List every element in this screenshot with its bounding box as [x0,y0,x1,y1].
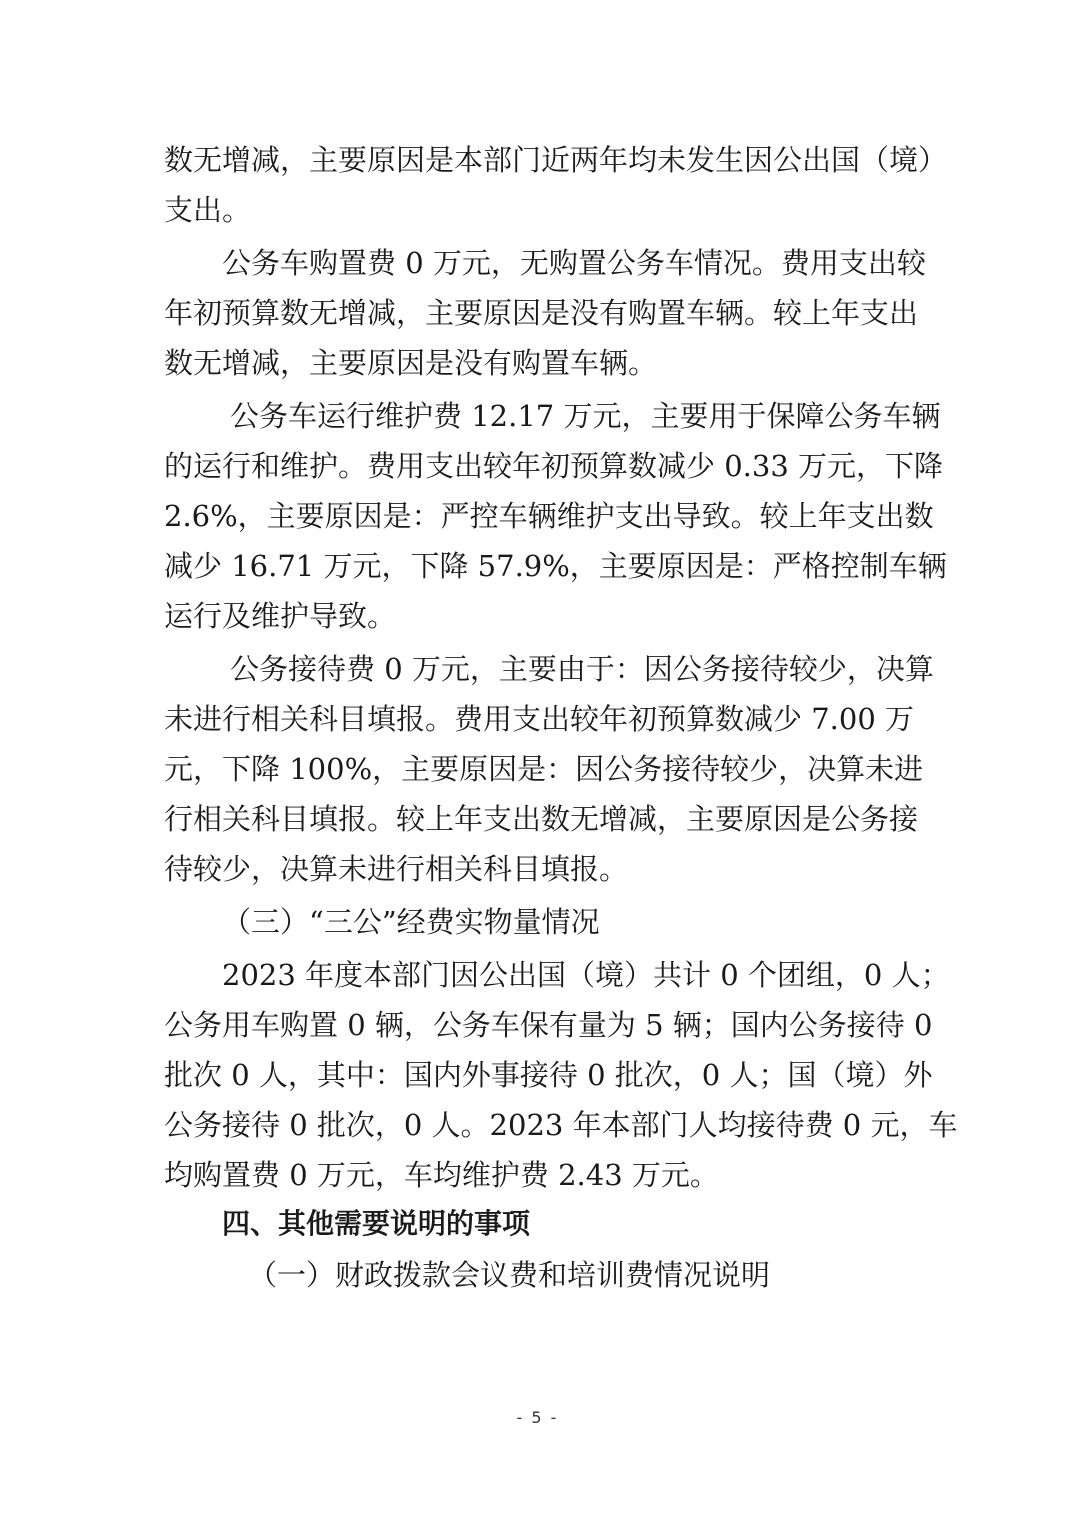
text-line: 2.6%，主要原因是：严控车辆维护支出导致。较上年支出数 [164,499,934,533]
text-line: 公务接待 0 批次，0 人。2023 年本部门人均接待费 0 元，车 [164,1108,958,1142]
text-line: 均购置费 0 万元，车均维护费 2.43 万元。 [164,1158,719,1192]
section-heading: 四、其他需要说明的事项 [222,1207,531,1240]
text-line: 行相关科目填报。较上年支出数无增减，主要原因是公务接 [164,802,919,836]
subsection-heading: （一）财政拨款会议费和培训费情况说明 [248,1258,771,1292]
text-line: 公务接待费 0 万元，主要由于：因公务接待较少，决算 [230,652,934,686]
text-line: 公务车运行维护费 12.17 万元，主要用于保障公务车辆 [230,399,941,433]
text-line: 批次 0 人，其中：国内外事接待 0 批次，0 人；国（境）外 [164,1058,933,1092]
text-line: 减少 16.71 万元，下降 57.9%，主要原因是：严格控制车辆 [164,549,947,583]
text-line: 2023 年度本部门因公出国（境）共计 0 个团组，0 人； [222,958,950,992]
text-line: 未进行相关科目填报。费用支出较年初预算数减少 7.00 万 [164,702,915,736]
text-line: 支出。 [164,193,252,227]
page-number: - 5 - [516,1408,559,1427]
text-line: 的运行和维护。费用支出较年初预算数减少 0.33 万元，下降 [164,449,944,483]
text-line: 数无增减，主要原因是没有购置车辆。 [164,346,658,380]
section-heading: （三）“三公”经费实物量情况 [222,905,600,939]
text-line: 数无增减，主要原因是本部门近两年均未发生因公出国（境） [164,143,948,177]
text-line: 元，下降 100%，主要原因是：因公务接待较少，决算未进 [164,752,924,786]
text-line: 公务车购置费 0 万元，无购置公务车情况。费用支出较 [222,246,926,280]
text-line: 公务用车购置 0 辆，公务车保有量为 5 辆；国内公务接待 0 [164,1008,933,1042]
text-line: 运行及维护导致。 [164,599,397,633]
text-line: 待较少，决算未进行相关科目填报。 [164,852,629,886]
text-line: 年初预算数无增减，主要原因是没有购置车辆。较上年支出 [164,296,919,330]
